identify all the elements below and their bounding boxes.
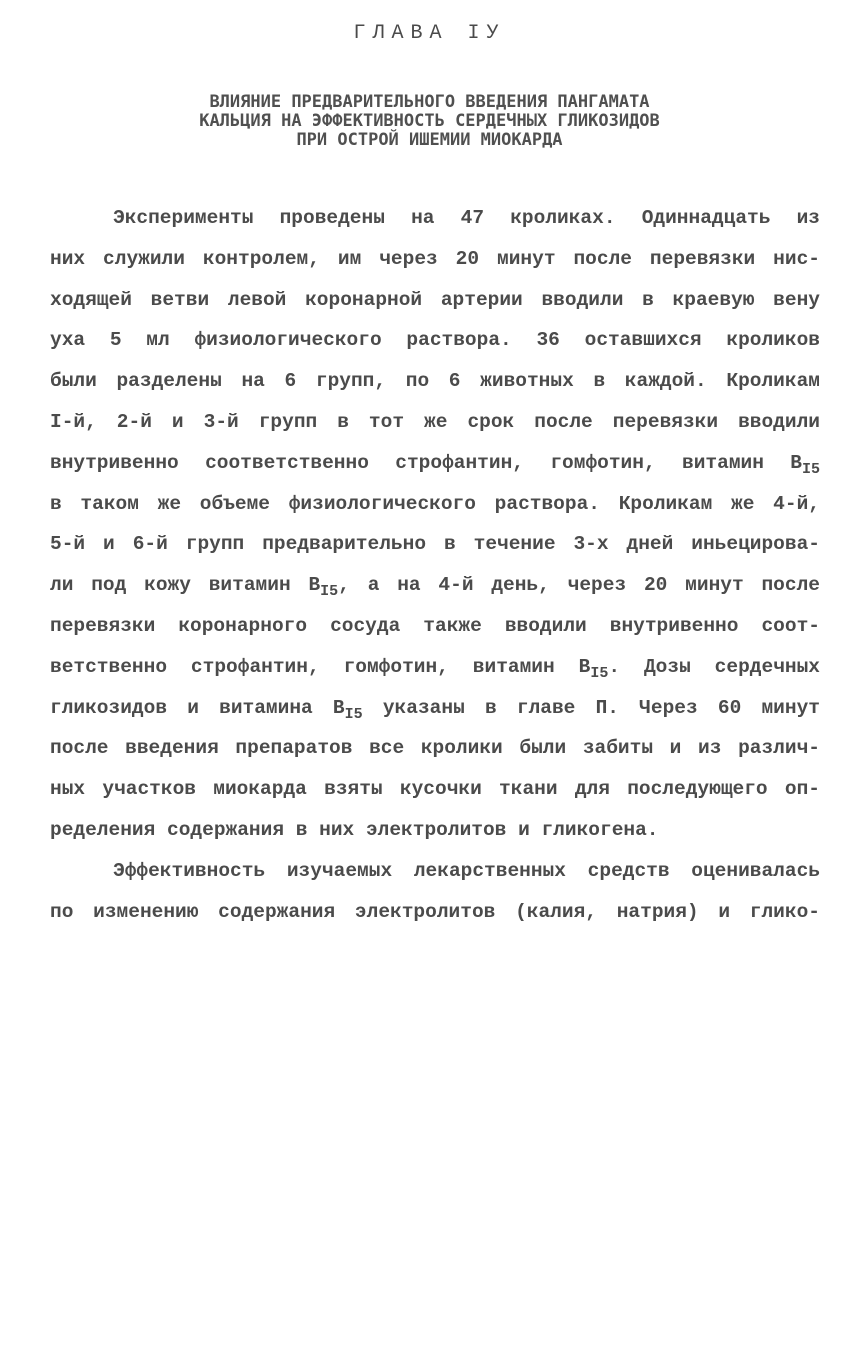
text-line: них служили контролем, им через 20 минут после перевязки нис- <box>50 247 820 270</box>
text-line: ных участков миокарда взяты кусочки ткани для последующего оп- <box>50 778 820 801</box>
text-line <box>50 443 820 484</box>
text-line: 5-й и 6-й групп предварительно в течение 3-х дней иньецирова- <box>50 533 820 556</box>
text-line: перевязки коронарного сосуда также вводили внутривенно соот- <box>50 614 820 637</box>
text-line: в таком же объеме физиологического раствора. Кроликам же 4-й, <box>50 492 820 515</box>
chapter-heading: ГЛАВА IУ <box>353 22 506 45</box>
text-line: уха 5 мл физиологического раствора. 36 оставшихся кроликов <box>50 329 820 352</box>
title-line: КАЛЬЦИЯ НА ЭФФЕКТИВНОСТЬ СЕРДЕЧНЫХ ГЛИКОЗИДОВ <box>199 111 660 131</box>
subscript: I5 <box>320 583 339 601</box>
text-line: Эксперименты проведены на 47 кроликах. Одиннадцать из <box>113 207 820 229</box>
text-fragment: внутривенно соответственно строфантин, гомфотин, витамин B <box>50 451 802 474</box>
text-line: I-й, 2-й и 3-й групп в тот же срок после перевязки вводили <box>50 410 820 433</box>
text-line: были разделены на 6 групп, по 6 животных в каждой. Кроликам <box>50 370 820 393</box>
paragraph-1 <box>50 198 820 851</box>
body-text <box>50 198 820 932</box>
text-fragment: ветственно строфантин, гомфотин, витамин B <box>50 655 591 678</box>
text-line <box>50 565 820 606</box>
text-fragment: гликозидов и витамина B <box>50 696 345 719</box>
subscript: I5 <box>801 460 820 478</box>
subscript: I5 <box>344 705 363 723</box>
title-line: ВЛИЯНИЕ ПРЕДВАРИТЕЛЬНОГО ВВЕДЕНИЯ ПАНГАМАТА <box>209 92 650 112</box>
text-line: после введения препаратов все кролики были забиты и из различ- <box>50 737 820 760</box>
text-line: по изменению содержания электролитов (калия, натрия) и глико- <box>50 900 820 923</box>
subscript: I5 <box>590 664 609 682</box>
text-fragment: , а на 4-й день, через 20 минут после <box>338 574 820 597</box>
text-line <box>50 647 820 688</box>
title-line: ПРИ ОСТРОЙ ИШЕМИИ МИОКАРДА <box>296 130 563 150</box>
text-line <box>50 688 820 729</box>
text-line: ходящей ветви левой коронарной артерии вводили в краевую вену <box>50 288 820 311</box>
paragraph-2 <box>50 851 820 933</box>
text-fragment: . Дозы сердечных <box>608 655 820 678</box>
chapter-title <box>0 93 859 150</box>
text-fragment: ли под кожу витамин B <box>50 574 321 597</box>
text-line: Эффективность изучаемых лекарственных средств оценивалась <box>113 859 820 882</box>
text-line: ределения содержания в них электролитов и гликогена. <box>50 818 659 841</box>
text-fragment: указаны в главе П. Через 60 минут <box>362 696 820 719</box>
